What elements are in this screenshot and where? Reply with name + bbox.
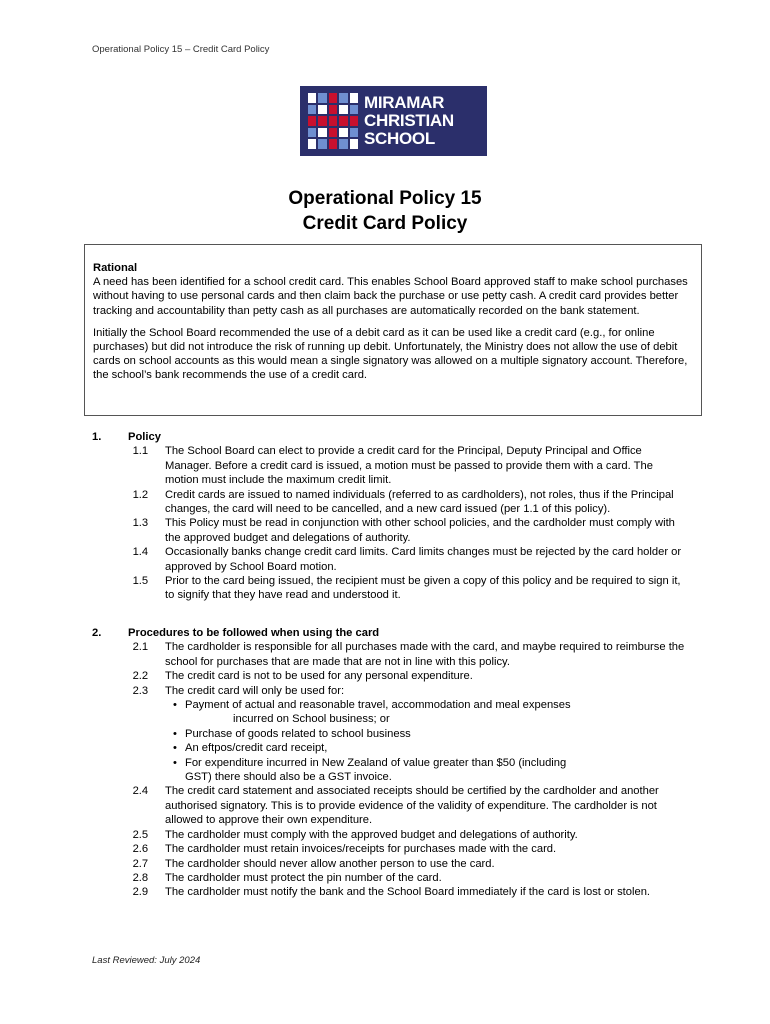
item-text: The credit card statement and associated receipts should be certified by the cardholder and another authorised signatory. This is to provide evidence of the validity of expenditure. The cardholder is not allowed to approve their own expenditure. bbox=[165, 785, 659, 827]
rational-paragraph-2: Initially the School Board recommended the use of a debit card as it can be used like a credit card (e.g., for online purchases) but did not introduce the risk of running up debit. Unfortunately, the Ministry does not allow the use of debit cards on school accounts as this would mean a single signatory was allowed on a multiple signatory account. Therefore, the school’s bank recommends the use of a credit card. bbox=[93, 326, 688, 382]
bullet-text-continued: incurred on School business; or bbox=[233, 713, 390, 726]
item-text: This Policy must be read in conjunction with other school policies, and the cardholder must comply with the approved budget and delegations of authority. bbox=[165, 517, 675, 544]
bullet-text-continued: GST) there should also be a GST invoice. bbox=[185, 771, 392, 784]
item-number: 1.5 bbox=[132, 575, 149, 588]
item-number: 1.3 bbox=[132, 517, 149, 530]
bullet-icon: • bbox=[173, 756, 177, 769]
item-number: 2.6 bbox=[132, 843, 149, 856]
list-item bbox=[92, 828, 692, 842]
list-item bbox=[92, 684, 692, 698]
bullet-text: An eftpos/credit card receipt, bbox=[185, 742, 328, 755]
item-number: 2.3 bbox=[132, 684, 149, 697]
rational-heading: Rational bbox=[93, 262, 138, 274]
item-number: 1.1 bbox=[132, 445, 149, 458]
section-number: 1. bbox=[92, 431, 102, 443]
item-text: Credit cards are issued to named individuals (referred to as cardholders), not roles, thus if the Principal changes, the card will need to be cancelled, and a new card issued (per 1.1 of this policy). bbox=[165, 488, 674, 516]
running-header: Operational Policy 15 – Credit Card Policy bbox=[92, 44, 270, 55]
logo-wordmark: MIRAMAR CHRISTIAN SCHOOL bbox=[364, 93, 454, 148]
section-title: Procedures to be followed when using the card bbox=[128, 627, 380, 639]
item-text: The cardholder is responsible for all purchases made with the card, and maybe required to reimburse the school for purchases that are made that are not in line with this policy. bbox=[165, 641, 685, 668]
title-line-2: Credit Card Policy bbox=[302, 213, 468, 234]
last-reviewed-footer: Last Reviewed: July 2024 bbox=[92, 955, 201, 966]
list-item bbox=[92, 574, 692, 603]
bullet-text: Purchase of goods related to school business bbox=[185, 727, 411, 740]
list-item bbox=[92, 516, 692, 545]
bullet-icon: • bbox=[173, 727, 177, 740]
section-title: Policy bbox=[128, 431, 161, 443]
item-text: The cardholder must comply with the approved budget and delegations of authority. bbox=[165, 828, 578, 841]
rational-paragraph-1: A need has been identified for a school credit card. This enables School Board approved staff to make school purchases without having to use personal cards and then claim back the purchase or use petty cash. A credit card provides better tracking and accountability than petty cash as all purchases are automatically recorded on the bank statement. bbox=[93, 276, 688, 317]
item-number: 2.1 bbox=[132, 641, 149, 654]
list-item bbox=[92, 444, 692, 487]
item-text: The cardholder must protect the pin number of the card. bbox=[165, 871, 442, 884]
item-text: The cardholder should never allow another person to use the card. bbox=[165, 857, 495, 870]
list-item bbox=[92, 488, 692, 517]
list-item bbox=[92, 669, 692, 683]
item-text: The cardholder must retain invoices/receipts for purchases made with the card. bbox=[165, 843, 557, 856]
list-item bbox=[92, 842, 692, 856]
list-item bbox=[92, 640, 692, 669]
bullet-icon: • bbox=[173, 742, 177, 755]
bullet-icon: • bbox=[173, 699, 177, 712]
bullet-list bbox=[165, 698, 692, 784]
item-text: Prior to the card being issued, the recipient must be given a copy of this policy and be required to sign it, to signify that they have read and understood it. bbox=[165, 575, 681, 602]
list-item bbox=[92, 784, 692, 827]
item-number: 2.4 bbox=[132, 785, 149, 798]
school-logo bbox=[300, 86, 487, 156]
bullet-item bbox=[165, 727, 692, 741]
item-number: 1.4 bbox=[132, 546, 149, 559]
rational-box bbox=[84, 244, 702, 416]
document-title bbox=[0, 186, 770, 236]
section-number: 2. bbox=[92, 627, 102, 639]
item-text: The cardholder must notify the bank and the School Board immediately if the card is lost or stolen. bbox=[165, 886, 651, 899]
list-item bbox=[92, 857, 692, 871]
bullet-item bbox=[165, 698, 692, 727]
logo-cross-icon bbox=[308, 93, 358, 149]
bullet-text: For expenditure incurred in New Zealand of value greater than $50 (including bbox=[185, 756, 567, 769]
item-text: The credit card will only be used for: bbox=[165, 684, 345, 697]
procedures-section bbox=[92, 626, 692, 900]
bullet-item bbox=[165, 756, 692, 785]
list-item bbox=[92, 885, 692, 899]
item-text: The credit card is not to be used for any personal expenditure. bbox=[165, 670, 473, 683]
list-item bbox=[92, 545, 692, 574]
policy-section bbox=[92, 430, 692, 603]
item-text: Occasionally banks change credit card limits. Card limits changes must be rejected by the card holder or approved by School Board motion. bbox=[165, 546, 682, 573]
title-line-1: Operational Policy 15 bbox=[288, 188, 482, 209]
bullet-text: Payment of actual and reasonable travel, accommodation and meal expenses bbox=[185, 699, 571, 712]
item-number: 2.9 bbox=[132, 886, 149, 899]
item-number: 2.8 bbox=[132, 871, 149, 884]
item-number: 1.2 bbox=[132, 488, 149, 501]
item-number: 2.7 bbox=[132, 857, 149, 870]
item-number: 2.5 bbox=[132, 828, 149, 841]
item-number: 2.2 bbox=[132, 670, 149, 683]
item-text: The School Board can elect to provide a credit card for the Principal, Deputy Principal and Office Manager. Before a credit card is issued, a motion must be passed to provide them with a card. The motion must include the maximum credit limit. bbox=[165, 445, 653, 487]
list-item bbox=[92, 871, 692, 885]
bullet-item bbox=[165, 741, 692, 755]
